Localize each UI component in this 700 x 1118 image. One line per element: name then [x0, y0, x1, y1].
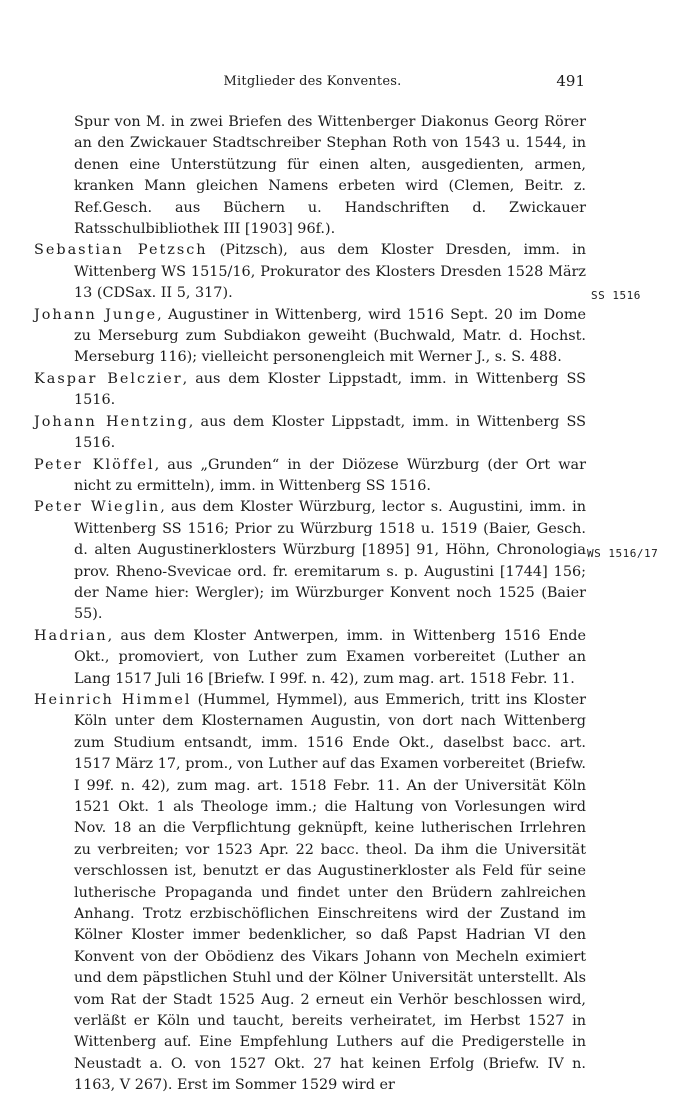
- entry-name: Peter Klöffel: [34, 456, 155, 473]
- entry-text: , aus dem Kloster Lippstadt, imm. in Wittenberg SS 1516.: [74, 413, 586, 452]
- entry-heinrich-himmel: [34, 690, 586, 1097]
- entry-text: , aus dem Kloster Antwerpen, imm. in Wittenberg 1516 Ende Okt., promoviert, von Luther zum Examen vorbereitet (Luther an Lang 1517 Juli 16 [Briefw. I 99f. n. 42), zum mag. art. 1518 Febr. 11.: [74, 627, 586, 687]
- entry-text: Spur von M. in zwei Briefen des Wittenberger Diakonus Georg Rörer an den Zwickauer Stadtschreiber Stephan Roth von 1543 u. 1544, in denen eine Unterstützung für einen alten, ausgedienten, armen, kranken Mann gleichen Namens erbeten wird (Clemen, Beitr. z. Ref.Gesch. aus Büchern u. Handschriften d. Zwickauer Ratsschulbibliothek III [1903] 96f.).: [74, 114, 586, 238]
- entry-text: , aus dem Kloster Lippstadt, imm. in Wittenberg SS 1516.: [74, 370, 586, 409]
- entry-johann-hentzing: [34, 412, 586, 455]
- entry-johann-junge: [34, 305, 586, 369]
- entry-name: Peter Wieglin: [34, 499, 161, 516]
- running-head: [40, 74, 585, 96]
- entry-text: , Augustiner in Wittenberg, wird 1516 Sept. 20 im Dome zu Merseburg zum Subdiakon geweiht (Buchwald, Matr. d. Hochst. Merseburg 116); vielleicht personengleich mit Werner J., s. S. 488.: [74, 306, 586, 366]
- entry-text: , aus dem Kloster Würzburg, lector s. Augustini, imm. in Wittenberg SS 1516; Prior zu Würzburg 1518 u. 1519 (Baier, Gesch. d. alten Augustinerklosters Würzburg [1895] 91, Höhn, Chronologia prov. Rheno-Svevicae ord. fr. eremitarum s. p. Augustini [1744] 156; der Name hier: Wergler); im Würzburger Konvent noch 1525 (Baier 55).: [74, 499, 586, 623]
- entry-peter-wieglin: [34, 497, 586, 625]
- entry-name: Johann Hentzing: [34, 413, 189, 430]
- entry-text: , aus „Grunden“ in der Diözese Würzburg (der Ort war nicht zu ermitteln), imm. in Wittenberg SS 1516.: [74, 456, 586, 494]
- entry-kaspar-belczier: [34, 369, 586, 412]
- entry-continuation: [34, 112, 586, 240]
- entry-text: (Hummel, Hymmel), aus Emmerich, tritt ins Kloster Köln unter dem Klosternamen Augustin, von dort nach Wittenberg zum Studium entsandt, imm. 1516 Ende Okt., daselbst bacc. art. 1517 März 17, prom., von Luther auf das Examen vorbereitet (Briefw. I 99f. n. 42), zum mag. art. 1518 Febr. 11. An der Universität Köln 1521 Okt. 1 als Theologe imm.; die Haltung von Vorlesungen wird Nov. 18 an die Verpflichtung geknüpft, keine lutherischen Irrlehren zu verbreiten; vor 1523 Apr. 22 bacc. theol. Da ihm die Universität verschlossen ist, benutzt er das Augustinerkloster als Feld für seine lutherische Propaganda und findet unter den Brüdern zahlreichen Anhang. Trotz erzbischöflichen Einschreitens wird der Zustand im Kölner Kloster immer bedenklicher, so daß Papst Hadrian VI den Konvent von der Obödienz des Vikars Johann von Mecheln eximiert und dem päpstlichen Stuhl und der Kölner Universität unterstellt. Als vom Rat der Stadt 1525 Aug. 2 erneut ein Verhör beschlossen wird, verläßt er Köln und taucht, bereits verheiratet, im Herbst 1527 in Wittenberg auf. Eine Empfehlung Luthers auf die Predigerstelle in Neustadt a. O. von 1527 Okt. 27 hat keinen Erfolg (Briefw. IV n. 1163, V 267). Erst im Sommer 1529 wird er: [74, 691, 586, 1094]
- entry-name: Johann Junge: [34, 306, 158, 323]
- running-title: Mitglieder des Konventes.: [223, 74, 402, 89]
- entry-name: Sebastian Petzsch: [34, 242, 208, 259]
- entry-name: Heinrich Himmel: [34, 691, 192, 708]
- body-text: [34, 112, 586, 1097]
- entry-sebastian-petzsch: [34, 240, 586, 304]
- margin-note-semester: WS 1516/17: [587, 547, 659, 560]
- page-number: 491: [556, 72, 585, 90]
- entry-name: Kaspar Belczier: [34, 370, 183, 387]
- entry-name: Hadrian: [34, 627, 108, 644]
- entry-hadrian: [34, 626, 586, 690]
- entry-peter-kloeffel: [34, 455, 586, 498]
- entry-text: (Pitzsch), aus dem Kloster Dresden, imm. in Wittenberg WS 1515/16, Prokurator des Klosters Dresden 1528 März 13 (CDSax. II 5, 317).: [74, 242, 586, 302]
- margin-note-semester: SS 1516: [591, 289, 641, 302]
